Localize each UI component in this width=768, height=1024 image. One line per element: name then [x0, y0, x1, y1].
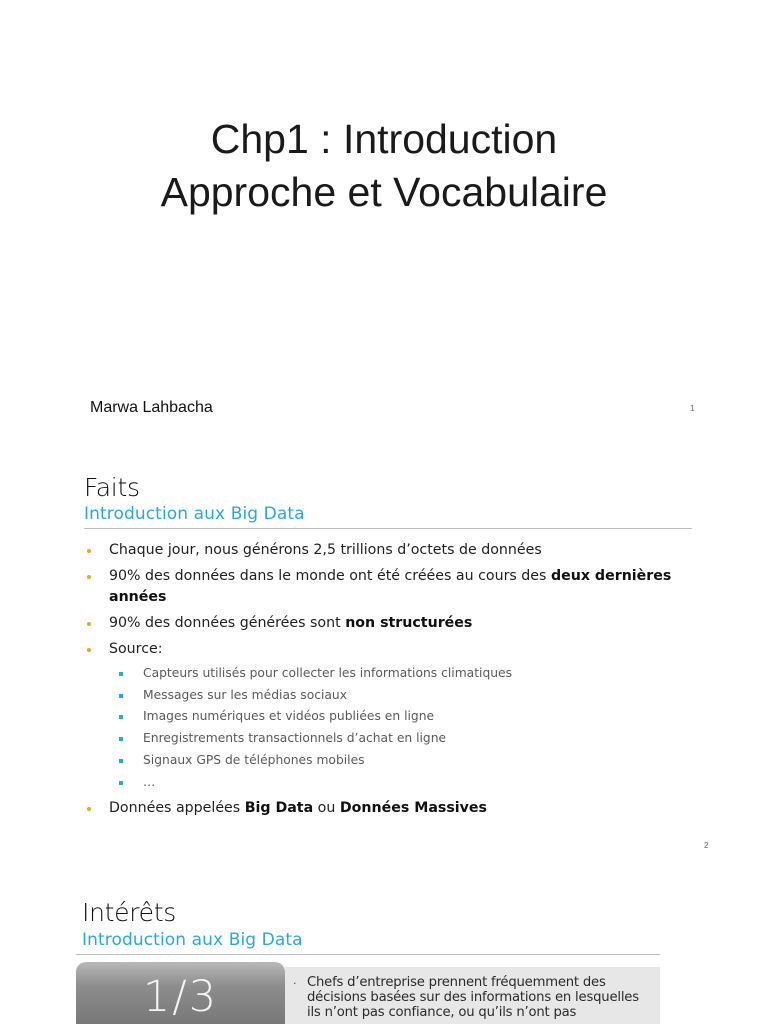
interest-text-box [285, 967, 660, 1024]
list-item: … [109, 772, 694, 794]
list-item: Chaque jour, nous générons 2,5 trillions d’octets de données [84, 540, 694, 561]
slide-subtitle: Introduction aux Big Data [82, 930, 303, 950]
title-line-2: Approche et Vocabulaire [160, 169, 608, 215]
title-line-1: Chp1 : Introduction [210, 116, 558, 162]
presentation-title [0, 113, 768, 219]
slide-faits [0, 430, 768, 860]
bullet-marker: · [293, 977, 297, 990]
list-item: Enregistrements transactionnels d’achat en ligne [109, 728, 694, 750]
list-item: 90% des données dans le monde ont été créées au cours des deux dernières années [84, 566, 694, 608]
list-item: Source: Capteurs utilisés pour collecter les informations climatiques Messages sur les médias sociaux Images numériques et vidéos publiées en ligne Enregistrements transactionnels d’achat en ligne Signaux GPS de téléphones mobiles … [84, 639, 694, 793]
source-sublist [109, 663, 694, 793]
slide-interets [0, 860, 768, 1024]
page-number: 1 [690, 404, 695, 413]
list-item: 90% des données générées sont non structurées [84, 613, 694, 634]
list-item: Signaux GPS de téléphones mobiles [109, 750, 694, 772]
interest-text: Chefs d’entreprise prennent fréquemment des décisions basées sur des informations en lesquelles ils n’ont pas confiance, ou qu’ils n’ont pas [307, 975, 639, 1020]
list-item: Capteurs utilisés pour collecter les informations climatiques [109, 663, 694, 685]
title-divider [76, 954, 660, 955]
list-item: Données appelées Big Data ou Données Massives [84, 798, 694, 819]
slide-subtitle: Introduction aux Big Data [84, 504, 305, 524]
slide-title: Intérêts [82, 898, 176, 927]
list-item: Images numériques et vidéos publiées en ligne [109, 706, 694, 728]
page-number: 2 [704, 841, 709, 850]
author-name: Marwa Lahbacha [90, 399, 213, 416]
fraction-box [76, 962, 285, 1024]
title-divider [84, 528, 692, 529]
bullet-list [84, 540, 694, 824]
slide-title [0, 0, 768, 430]
list-item: Messages sur les médias sociaux [109, 685, 694, 707]
fraction-label: 1/3 [142, 972, 219, 1022]
slide-title: Faits [84, 473, 140, 502]
